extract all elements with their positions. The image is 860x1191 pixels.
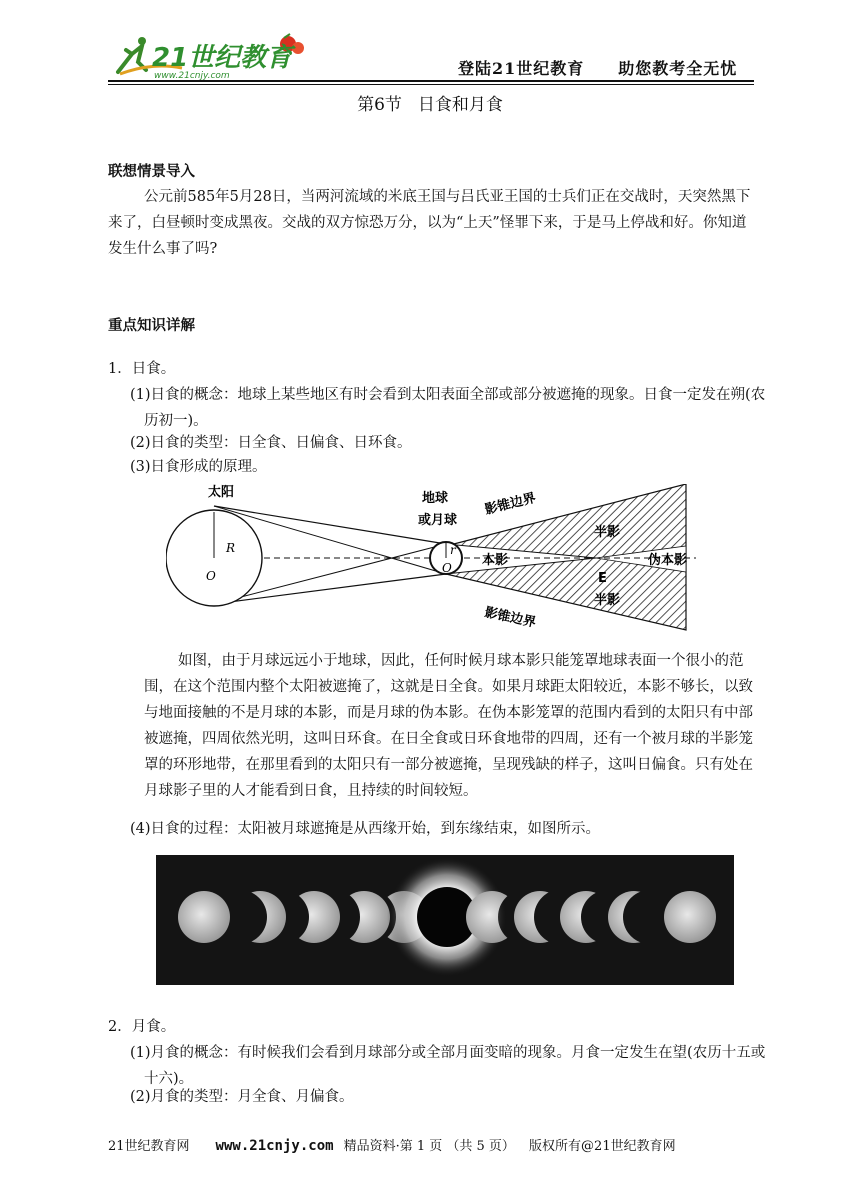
label-small-o: O [442, 561, 452, 575]
solar-types: (2)日食的类型：日全食、日偏食、日环食。 [130, 435, 412, 451]
solar-eclipse-title: 1．日食。 [108, 361, 176, 377]
section-name: 日食和月食 [417, 95, 503, 115]
knowledge-heading: 重点知识详解 [108, 318, 195, 334]
label-boundary-top: 影锥边界 [483, 490, 538, 518]
label-pseudo-umbra: 伪本影 [648, 553, 688, 568]
label-sun: 太阳 [208, 485, 235, 500]
label-earth: 地球 [422, 491, 449, 506]
logo-url: www.21cnjy.com [154, 71, 230, 80]
slogan-left: 登陆21世纪教育 [458, 59, 585, 78]
footer-copyright: 版权所有@21世纪教育网 [529, 1139, 676, 1154]
eclipse-sequence-photo [156, 855, 734, 985]
label-boundary-bottom: 影锥边界 [483, 605, 538, 631]
label-penumbra-top: 半影 [594, 525, 621, 540]
header-slogan [458, 56, 737, 79]
label-penumbra-bottom: 半影 [594, 593, 621, 608]
solar-eclipse-diagram [166, 484, 702, 634]
footer-site-link[interactable]: www.21cnjy.com [215, 1138, 334, 1154]
label-big-r: R [226, 541, 236, 555]
label-umbra: 本影 [482, 553, 509, 568]
solar-process: (4)日食的过程：太阳被月球遮掩是从西缘开始，到东缘结束，如图所示。 [130, 821, 601, 837]
solar-concept: (1)日食的概念：地球上某些地区有时会看到太阳表面全部或部分被遮掩的现象。日食一定发在朔(农历初一)。 [130, 387, 766, 429]
lunar-eclipse-title: 2．月食。 [108, 1019, 176, 1035]
section-number: 第6节 [357, 95, 402, 115]
logo-text: 21世纪教育 [152, 43, 293, 73]
label-or-moon: 或月球 [418, 513, 458, 528]
footer-left: 21世纪教育网 [108, 1139, 190, 1154]
header-divider-thin [108, 84, 754, 85]
solar-explanation: 如图，由于月球远远小于地球，因此，任何时候月球本影只能笼罩地球表面一个很小的范围，在这个范围内整个太阳被遮掩了，这就是日全食。如果月球距太阳较近，本影不够长，以致与地面接触的不是月球的本影，而是月球的伪本影。在伪本影笼罩的范围内看到的太阳只有中部被遮掩，四周依然光明，这叫日环食。在日全食或日环食地带的四周，还有一个被月球的半影笼罩的环形地带，在那里看到的太阳只有一部分被遮掩，呈现残缺的样子，这叫日偏食。只有处在月球影子里的人才能看到日食，且持续的时间较短。 [144, 653, 753, 799]
page-footer [108, 1135, 676, 1154]
intro-paragraph: 公元前585年5月28日，当两河流域的米底王国与吕氏亚王国的士兵们正在交战时，天突然黑下来了，白昼顿时变成黑夜。交战的双方惊恐万分，以为“上天”怪罪下来，于是马上停战和好。你知道发生什么事了吗? [108, 189, 751, 257]
header-divider [108, 80, 754, 82]
site-logo[interactable] [112, 32, 312, 80]
slogan-right: 助您教考全无忧 [618, 59, 738, 78]
label-point-e: E [598, 571, 607, 586]
lunar-concept: (1)月食的概念：有时候我们会看到月球部分或全部月面变暗的现象。月食一定发生在望(农历十五或十六)。 [130, 1045, 766, 1087]
intro-heading: 联想情景导入 [108, 164, 195, 180]
label-big-o: O [206, 569, 216, 583]
solar-principle: (3)日食形成的原理。 [130, 459, 267, 475]
label-small-r: r [450, 543, 456, 557]
lunar-types: (2)月食的类型：月全食、月偏食。 [130, 1089, 354, 1105]
logo-graphic [112, 32, 312, 80]
footer-page-info: 精品资料·第 1 页 （共 5 页） [343, 1139, 515, 1154]
page-title [0, 90, 860, 115]
